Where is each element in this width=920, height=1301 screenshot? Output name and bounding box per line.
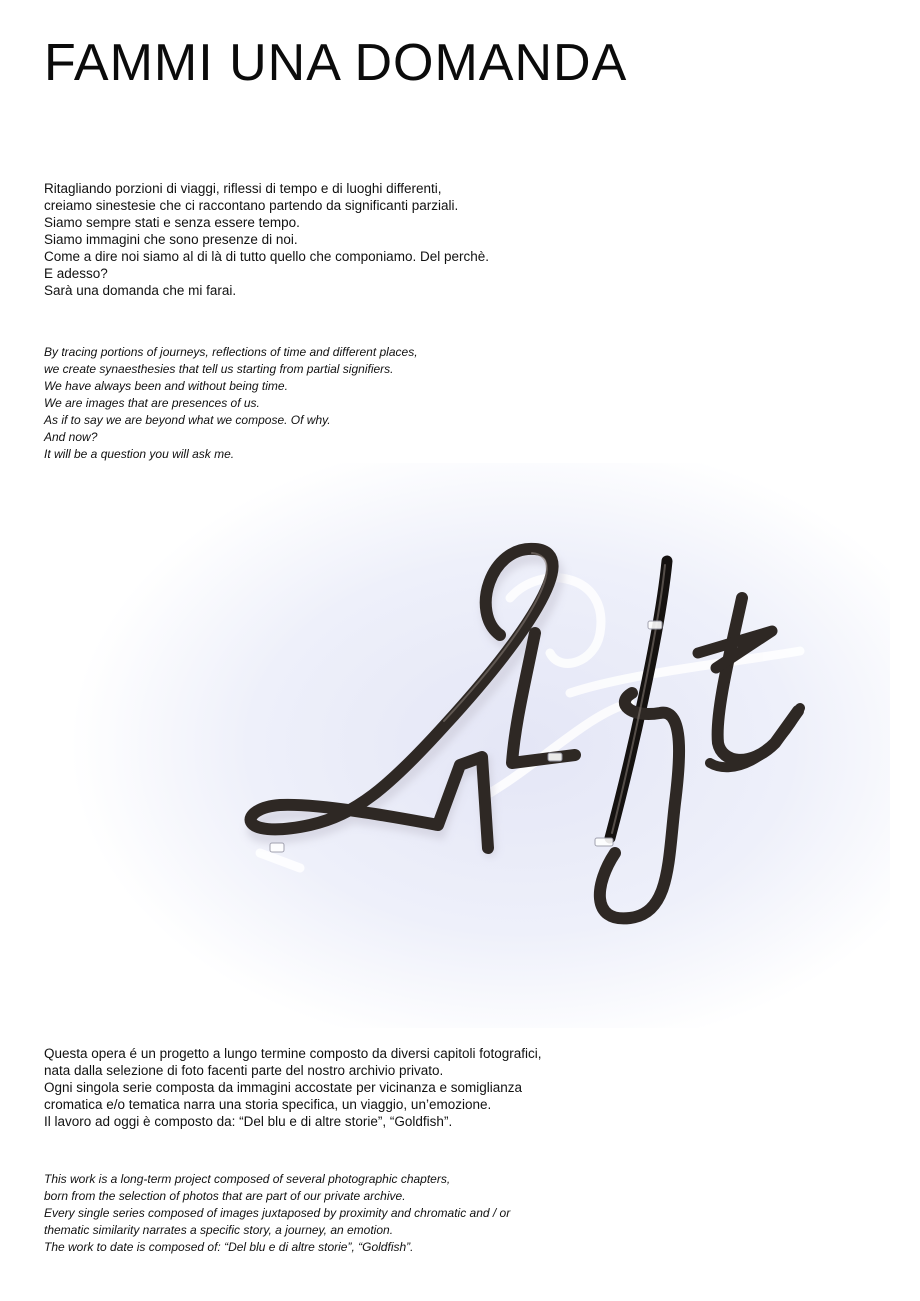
text-line: cromatica e/o tematica narra una storia specifica, un viaggio, un’emozione. bbox=[44, 1097, 492, 1112]
text-line: born from the selection of photos that are part of our private archive. bbox=[44, 1189, 406, 1203]
text-line: nata dalla selezione di foto facenti parte del nostro archivio privato. bbox=[44, 1063, 444, 1078]
text-line: We have always been and without being time. bbox=[44, 379, 288, 393]
text-line: Siamo sempre stati e senza essere tempo. bbox=[44, 215, 300, 230]
text-line: We are images that are presences of us. bbox=[44, 396, 260, 410]
text-line: Questa opera é un progetto a lungo termine composto da diversi capitoli fotografici, bbox=[44, 1046, 542, 1061]
text-line: This work is a long-term project composed of several photographic chapters, bbox=[44, 1172, 451, 1186]
text-line: It will be a question you will ask me. bbox=[44, 447, 235, 461]
text-line: The work to date is composed of: “Del blu e di altre storie”, “Goldfish”. bbox=[44, 1240, 414, 1254]
text-line: Sarà una domanda che mi farai. bbox=[44, 283, 237, 298]
page-title: FAMMI UNA DOMANDA bbox=[44, 34, 628, 92]
text-line: creiamo sinestesie che ci raccontano partendo da significanti parziali. bbox=[44, 198, 459, 213]
text-line: Siamo immagini che sono presenze di noi. bbox=[44, 232, 298, 247]
text-line: As if to say we are beyond what we compose. Of why. bbox=[44, 413, 331, 427]
text-line: By tracing portions of journeys, reflections of time and different places, bbox=[44, 345, 418, 359]
text-line: Every single series composed of images juxtaposed by proximity and chromatic and / or bbox=[44, 1206, 511, 1220]
intro-english bbox=[44, 344, 644, 463]
text-line: And now? bbox=[44, 430, 98, 444]
text-line: Ogni singola serie composta da immagini accostate per vicinanza e somiglianza bbox=[44, 1080, 522, 1095]
intro-italian bbox=[44, 180, 644, 299]
text-line: Il lavoro ad oggi è composto da: “Del blu e di altre storie”, “Goldfish”. bbox=[44, 1114, 453, 1129]
text-line: Ritagliando porzioni di viaggi, riflessi di tempo e di luoghi differenti, bbox=[44, 181, 442, 196]
neon-lift-photo bbox=[70, 463, 890, 1028]
text-line: E adesso? bbox=[44, 266, 108, 281]
text-line: Come a dire noi siamo al di là di tutto quello che componiamo. Del perchè. bbox=[44, 249, 489, 264]
text-line: we create synaesthesies that tell us starting from partial signifiers. bbox=[44, 362, 394, 376]
text-line: thematic similarity narrates a specific story, a journey, an emotion. bbox=[44, 1223, 394, 1237]
project-italian bbox=[44, 1045, 644, 1130]
project-english bbox=[44, 1171, 644, 1256]
